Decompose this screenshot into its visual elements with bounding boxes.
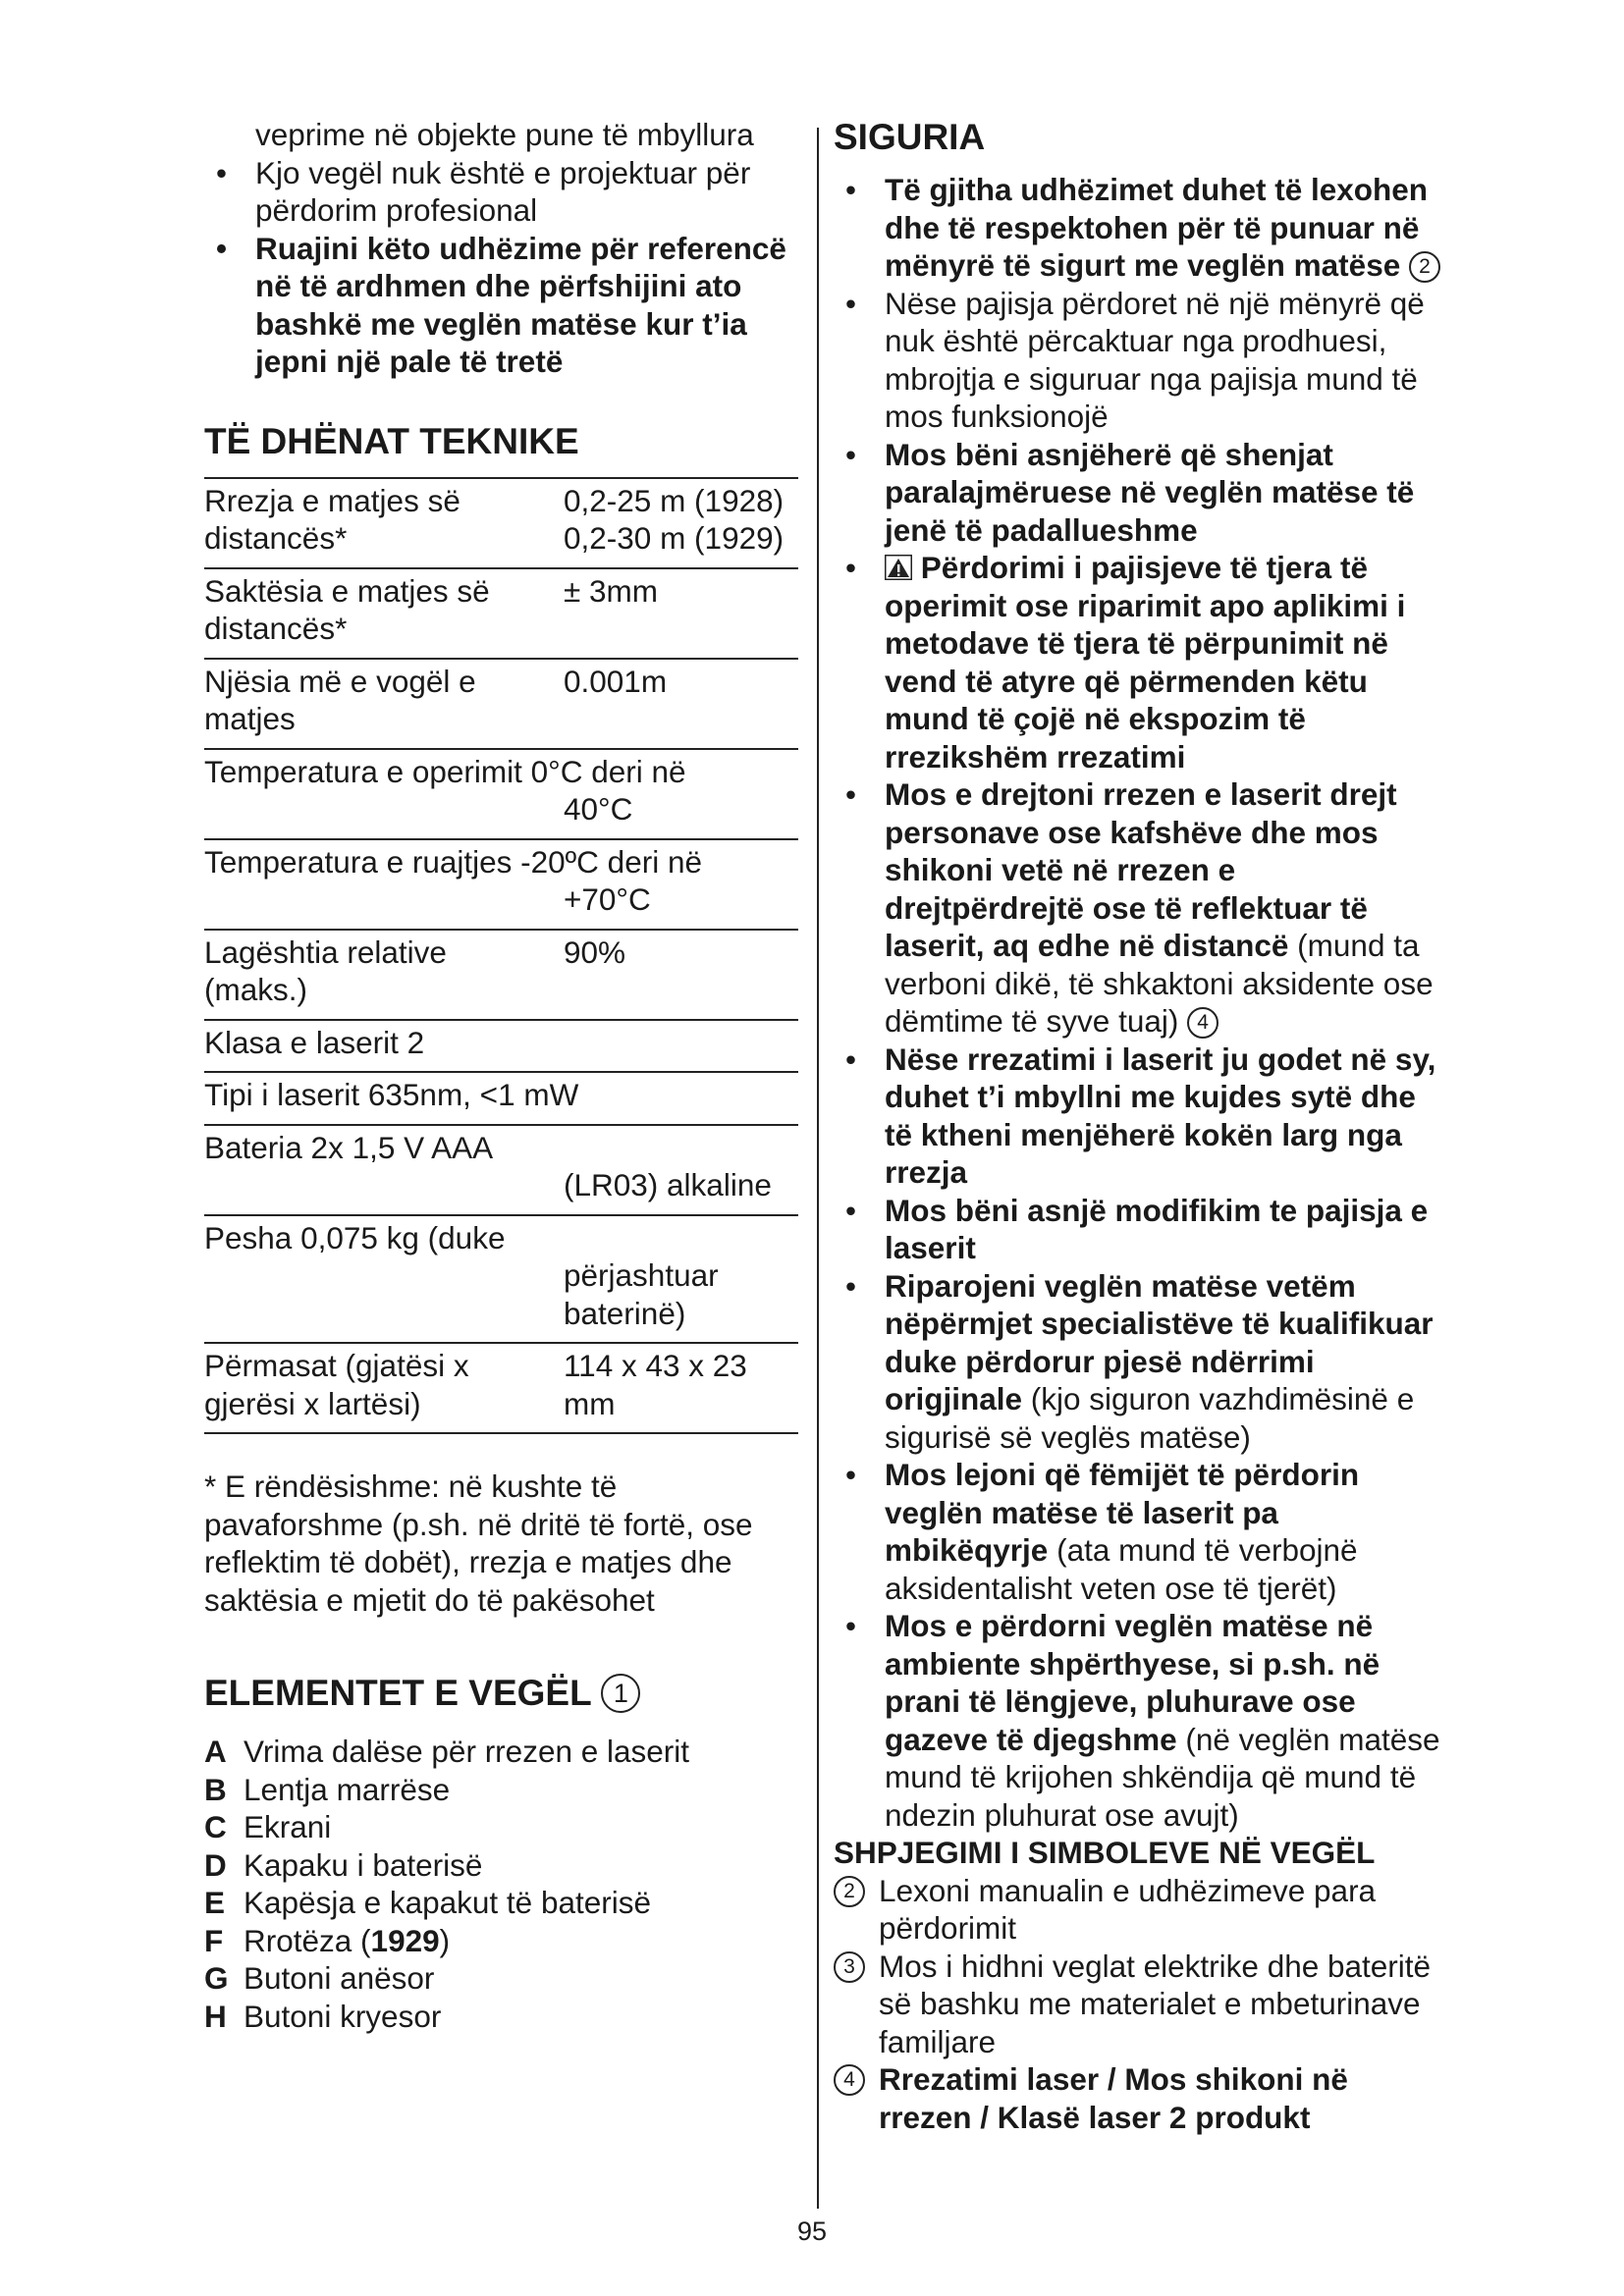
bullet-dot: • bbox=[845, 550, 857, 585]
symbol-ref-badge: 4 bbox=[1187, 1007, 1218, 1039]
elements-list bbox=[204, 1733, 798, 2035]
spec-value: 0,2-25 m (1928) 0,2-30 m (1929) bbox=[564, 482, 785, 556]
spec-text-continued: 40°C bbox=[564, 791, 633, 827]
bullet-dot: • bbox=[845, 285, 857, 321]
spec-row bbox=[204, 1216, 798, 1345]
safety-bold-text: Mos bëni asnjëherë që shenjat paralajmëruese në veglën matëse të jenë të padallueshme bbox=[885, 436, 1415, 548]
spec-row bbox=[204, 1073, 798, 1126]
element-item bbox=[204, 1771, 798, 1809]
spec-label: Rrezja e matjes së distancës* bbox=[204, 482, 460, 556]
safety-normal-text: (në veglën matëse mund të krijohen shkëndija që mund të ndezin pluhurat ose avujt) bbox=[885, 1721, 1440, 1833]
spec-row bbox=[204, 479, 798, 569]
safety-bullet bbox=[834, 436, 1442, 550]
element-item bbox=[204, 1846, 798, 1885]
right-column bbox=[834, 116, 1442, 2136]
safety-bold-text: Mos lejoni që fëmijët të përdorin veglën matëse të laserit pa mbikëqyrje bbox=[885, 1457, 1360, 1568]
safety-bold-text: Të gjitha udhëzimet duhet të lexohen dhe të respektohen për të punuar në mënyrë të sigurt me veglën matëse bbox=[885, 172, 1429, 283]
element-letter: A bbox=[204, 1734, 227, 1769]
element-text: Kapësja e kapakut të baterisë bbox=[244, 1885, 652, 1920]
element-text: Lentja marrëse bbox=[244, 1771, 451, 1807]
elements-heading bbox=[204, 1672, 798, 1715]
symbol-ref-badge: 2 bbox=[1409, 251, 1440, 283]
safety-bullet bbox=[834, 285, 1442, 436]
spec-table bbox=[204, 477, 798, 1435]
safety-normal-text: (ata mund të verbojnë aksidentalisht veten ose të tjerët) bbox=[885, 1532, 1358, 1606]
spec-label: Saktësia e matjes së distancës* bbox=[204, 572, 490, 646]
safety-bullet bbox=[834, 775, 1442, 1041]
safety-normal-text: (mund ta verboni dikë, të shkaktoni aksidente ose dëmtime të syve tuaj) bbox=[885, 928, 1434, 1039]
safety-bold-text: Përdorimi i pajisjeve të tjera të operimit ose riparimit apo aplikimi i metodave të tjera të përpunimit në vend të atyre që përmenden këtu mund të çojë në ekspozim të rrezikshëm rrezatimi bbox=[885, 550, 1406, 774]
warning-triangle-icon bbox=[885, 555, 912, 580]
element-letter: C bbox=[204, 1809, 227, 1844]
element-item bbox=[204, 1733, 798, 1771]
symbol-text: Lexoni manualin e udhëzimeve para përdorimit bbox=[879, 1872, 1377, 1946]
element-text: Butoni kryesor bbox=[244, 1998, 442, 2034]
symbols-heading: SHPJEGIMI I SIMBOLEVE NË VEGËL bbox=[834, 1835, 1376, 1870]
safety-heading: SIGURIA bbox=[834, 117, 986, 157]
element-text: Butoni anësor bbox=[244, 1960, 435, 1996]
spec-label: Lagështia relative (maks.) bbox=[204, 934, 447, 1007]
element-item bbox=[204, 1959, 798, 1998]
element-letter: F bbox=[204, 1922, 224, 1958]
element-letter: H bbox=[204, 1998, 227, 2034]
element-text-end: ) bbox=[439, 1922, 451, 1958]
spec-text-continued: +70°C bbox=[564, 881, 651, 917]
intro-bullet bbox=[204, 230, 798, 381]
element-letter: B bbox=[204, 1771, 227, 1807]
element-letter: E bbox=[204, 1885, 226, 1920]
safety-bullet bbox=[834, 1456, 1442, 1607]
bullet-dot: • bbox=[216, 230, 228, 266]
spec-text: Temperatura e operimit 0°C deri në bbox=[204, 753, 686, 789]
symbol-item bbox=[834, 1948, 1442, 2061]
spec-row bbox=[204, 1126, 798, 1216]
spec-value: 0.001m bbox=[564, 663, 668, 699]
element-letter: G bbox=[204, 1960, 229, 1996]
bullet-dot: • bbox=[845, 1267, 857, 1304]
element-item bbox=[204, 1998, 798, 2036]
symbol-number-badge: 2 bbox=[834, 1876, 865, 1907]
bullet-dot: • bbox=[845, 1041, 857, 1077]
spec-row bbox=[204, 660, 798, 750]
page-number: 95 bbox=[796, 2216, 828, 2246]
bullet-dot: • bbox=[845, 172, 857, 207]
spec-text: Bateria 2x 1,5 V AAA bbox=[204, 1129, 494, 1165]
safety-normal-text: (kjo siguron vazhdimësinë e sigurisë së veglës matëse) bbox=[885, 1381, 1415, 1455]
safety-bullet bbox=[834, 1192, 1442, 1267]
spec-value: ± 3mm bbox=[564, 572, 659, 609]
intro-continuation: veprime në objekte pune të mbyllura bbox=[255, 117, 754, 152]
safety-bullet bbox=[834, 1607, 1442, 1834]
element-item bbox=[204, 1808, 798, 1846]
column-divider bbox=[817, 128, 819, 2209]
spec-text-continued: përjashtuar baterinë) bbox=[564, 1257, 719, 1331]
spec-row bbox=[204, 840, 798, 931]
spec-text: Pesha 0,075 kg (duke bbox=[204, 1219, 506, 1255]
element-text: Vrima dalëse për rrezen e laserit bbox=[244, 1734, 690, 1769]
spec-row bbox=[204, 750, 798, 840]
intro-bullet bbox=[204, 154, 798, 230]
spec-text: Klasa e laserit 2 bbox=[204, 1024, 425, 1060]
spec-value: 114 x 43 x 23 mm bbox=[564, 1348, 747, 1421]
intro-bullet-text: Kjo vegël nuk është e projektuar për përdorim profesional bbox=[255, 154, 751, 228]
elements-heading-text: ELEMENTET E VEGËL bbox=[204, 1673, 592, 1713]
spec-label: Njësia më e vogël e matjes bbox=[204, 663, 476, 736]
element-item bbox=[204, 1922, 798, 1960]
symbol-number-badge: 3 bbox=[834, 1951, 865, 1983]
spec-row bbox=[204, 569, 798, 660]
bullet-dot: • bbox=[845, 1608, 857, 1643]
spec-row bbox=[204, 931, 798, 1021]
spec-text-continued: (LR03) alkaline bbox=[564, 1167, 772, 1202]
bullet-dot: • bbox=[845, 436, 857, 472]
safety-bold-text: Nëse rrezatimi i laserit ju godet në sy, duhet t’i mbyllni me kujdes sytë dhe të ktheni menjëherë kokën larg nga rrezja bbox=[885, 1041, 1436, 1190]
symbol-text: Mos i hidhni veglat elektrike dhe bateritë së bashku me materialet e mbeturinave familjare bbox=[879, 1948, 1432, 2059]
bullet-dot: • bbox=[216, 154, 228, 190]
spec-text: Temperatura e ruajtjes -20ºC deri në bbox=[204, 843, 702, 880]
safety-bold-text: Mos e përdorni veglën matëse në ambiente shpërthyese, si p.sh. në prani të lëngjeve, pluhurave ose gazeve të djegshme bbox=[885, 1608, 1380, 1757]
element-text: Kapaku i baterisë bbox=[244, 1846, 483, 1883]
element-model: 1929 bbox=[370, 1922, 440, 1958]
safety-bold-text: Mos e drejtoni rrezen e laserit drejt personave ose kafshëve dhe mos shikoni vetë në rrezen e drejtpërdrejtë ose të reflektuar të laserit, aq edhe në distancë bbox=[885, 776, 1397, 963]
element-item bbox=[204, 1884, 798, 1922]
intro-bullet-text: Ruajini këto udhëzime për referencë në të ardhmen dhe përfshijini ato bashkë me veglën matëse kur t’ia jepni një pale të tretë bbox=[255, 230, 786, 379]
bullet-dot: • bbox=[845, 1192, 857, 1228]
figure-ref-badge: 1 bbox=[601, 1674, 640, 1713]
symbol-item bbox=[834, 2060, 1442, 2136]
safety-bullet bbox=[834, 171, 1442, 285]
element-letter: D bbox=[204, 1846, 227, 1883]
technical-note: * E rëndësishme: në kushte të pavaforshme (p.sh. në dritë të fortë, ose reflektim të dobët), rrezja e matjes dhe saktësia e mjetit do të pakësohet bbox=[204, 1468, 753, 1618]
spec-value: 90% bbox=[564, 934, 626, 970]
symbol-number-badge: 4 bbox=[834, 2064, 865, 2096]
spec-label: Përmasat (gjatësi x gjerësi x lartësi) bbox=[204, 1348, 469, 1421]
symbol-item bbox=[834, 1872, 1442, 1948]
spec-row bbox=[204, 1021, 798, 1074]
safety-bullet bbox=[834, 1267, 1442, 1457]
element-text: Rrotëza ( bbox=[244, 1922, 371, 1958]
safety-bold-text: Riparojeni veglën matëse vetëm nëpërmjet specialistëve të kualifikuar duke përdorur pjesë ndërrimi origjinale bbox=[885, 1267, 1434, 1416]
bullet-dot: • bbox=[845, 1457, 857, 1492]
spec-text: Tipi i laserit 635nm, <1 mW bbox=[204, 1077, 579, 1112]
spec-row bbox=[204, 1344, 798, 1434]
symbol-text: Rrezatimi laser / Mos shikoni në rrezen / Klasë laser 2 produkt bbox=[879, 2061, 1348, 2135]
element-text: Ekrani bbox=[244, 1809, 332, 1844]
technical-data-heading: TË DHËNAT TEKNIKE bbox=[204, 420, 579, 461]
safety-bullet bbox=[834, 1041, 1442, 1192]
bullet-dot: • bbox=[845, 776, 857, 812]
safety-normal-text: Nëse pajisja përdoret në një mënyrë që nuk është përcaktuar nga prodhuesi, mbrojtja e siguruar nga pajisja mund të mos funksionojë bbox=[885, 285, 1425, 434]
left-column bbox=[204, 116, 798, 2035]
safety-bold-text: Mos bëni asnjë modifikim te pajisja e laserit bbox=[885, 1192, 1429, 1265]
safety-bullet bbox=[834, 549, 1442, 775]
